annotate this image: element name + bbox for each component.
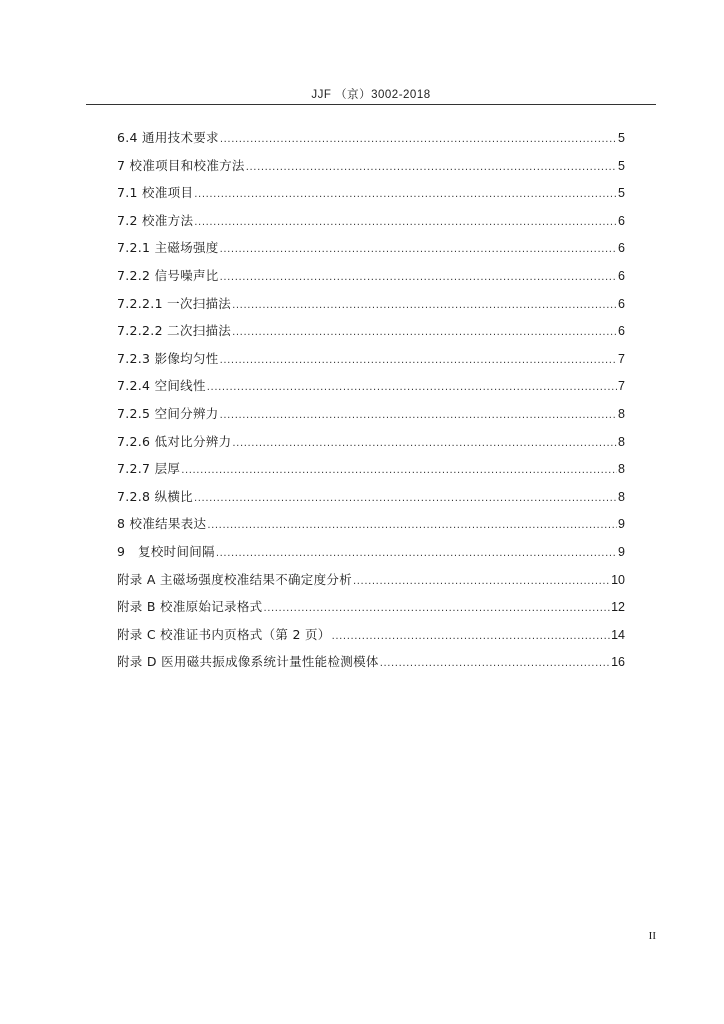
toc-entry-title: 附录 D 医用磁共振成像系统计量性能检测模体 <box>117 654 379 670</box>
toc-dot-leader <box>246 154 617 182</box>
toc-entry-title: 7.2.2.1 一次扫描法 <box>117 295 232 311</box>
toc-entry-title: 7.2.1 主磁场强度 <box>117 240 219 256</box>
toc-entry-title: 附录 C 校准证书内页格式（第 2 页） <box>117 626 331 642</box>
toc-entry-title: 7.1 校准项目 <box>117 185 194 201</box>
toc-dot-leader <box>380 650 610 678</box>
toc-entry[interactable] <box>117 262 625 290</box>
toc-dot-leader <box>263 595 610 623</box>
toc-entry-title: 7.2 校准方法 <box>117 212 194 228</box>
toc-dot-leader <box>207 374 617 402</box>
toc-entry[interactable] <box>117 538 625 566</box>
toc-dot-leader <box>232 430 617 458</box>
toc-entry-page: 6 <box>618 296 625 311</box>
toc-entry-title: 7.2.2.2 二次扫描法 <box>117 323 232 339</box>
toc-entry[interactable] <box>117 290 625 318</box>
toc-entry-page: 8 <box>618 406 625 421</box>
toc-entry-title: 7.2.8 纵横比 <box>117 488 193 504</box>
toc-dot-leader <box>332 623 611 651</box>
toc-entry-page: 12 <box>611 600 625 615</box>
toc-entry[interactable] <box>117 124 625 152</box>
toc-dot-leader <box>220 264 617 292</box>
toc-entry-page: 7 <box>618 351 625 366</box>
toc-entry[interactable] <box>117 566 625 594</box>
toc-entry-page: 5 <box>618 186 625 201</box>
toc-entry-page: 6 <box>618 268 625 283</box>
toc-entry-page: 8 <box>618 462 625 477</box>
toc-dot-leader <box>194 181 617 209</box>
toc-dot-leader <box>207 512 617 540</box>
toc-dot-leader <box>232 319 617 347</box>
toc-dot-leader <box>181 457 617 485</box>
toc-entry[interactable] <box>117 510 625 538</box>
toc-entry[interactable] <box>117 317 625 345</box>
toc-entry-page: 9 <box>618 544 625 559</box>
toc-dot-leader <box>220 347 617 375</box>
toc-entry-page: 9 <box>618 517 625 532</box>
toc-dot-leader <box>216 540 617 568</box>
toc-entry[interactable] <box>117 455 625 483</box>
toc-entry[interactable] <box>117 234 625 262</box>
toc-entry[interactable] <box>117 400 625 428</box>
toc-dot-leader <box>220 402 617 430</box>
toc-entry[interactable] <box>117 345 625 373</box>
header-rule <box>86 104 656 105</box>
toc-entry-title: 7.2.6 低对比分辨力 <box>117 433 232 449</box>
toc-dot-leader <box>220 236 617 264</box>
toc-entry-page: 5 <box>618 131 625 145</box>
toc-entry-page: 7 <box>618 379 625 394</box>
toc-entry-page: 6 <box>618 213 625 228</box>
toc-entry[interactable] <box>117 372 625 400</box>
toc-entry-page: 6 <box>618 324 625 339</box>
toc-entry-title: 7 校准项目和校准方法 <box>117 157 245 173</box>
running-header: JJF （京）3002-2018 <box>311 89 431 101</box>
toc-entry[interactable] <box>117 621 625 649</box>
toc-entry[interactable] <box>117 428 625 456</box>
toc-dot-leader <box>353 568 610 596</box>
toc-entry-page: 6 <box>618 241 625 256</box>
toc-entry-title: 7.2.3 影像均匀性 <box>117 350 219 366</box>
toc-entry-title: 7.2.4 空间线性 <box>117 378 206 394</box>
toc-dot-leader <box>194 209 617 237</box>
toc-dot-leader <box>220 126 617 154</box>
toc-entry-page: 10 <box>611 572 625 587</box>
toc-entry-page: 8 <box>618 434 625 449</box>
toc-entry-title: 7.2.5 空间分辨力 <box>117 405 219 421</box>
toc-dot-leader <box>232 292 617 320</box>
toc-entry[interactable] <box>117 483 625 511</box>
toc-entry[interactable] <box>117 648 625 676</box>
toc-dot-leader <box>194 485 617 513</box>
toc-entry-page: 16 <box>611 655 625 670</box>
toc-entry-title: 7.2.2 信号噪声比 <box>117 267 219 283</box>
toc-entry[interactable] <box>117 179 625 207</box>
toc-entry-title: 6.4 通用技术要求 <box>117 130 219 145</box>
table-of-contents <box>117 124 625 676</box>
toc-entry-title: 9 复校时间间隔 <box>117 543 215 559</box>
toc-entry-title: 附录 B 校准原始记录格式 <box>117 599 263 615</box>
toc-entry-page: 8 <box>618 489 625 504</box>
toc-entry-page: 14 <box>611 627 625 642</box>
toc-entry[interactable] <box>117 207 625 235</box>
toc-entry[interactable] <box>117 593 625 621</box>
toc-entry-title: 7.2.7 层厚 <box>117 461 181 477</box>
toc-entry[interactable] <box>117 152 625 180</box>
toc-entry-page: 5 <box>618 158 625 173</box>
toc-entry-title: 附录 A 主磁场强度校准结果不确定度分析 <box>117 571 352 587</box>
toc-entry-title: 8 校准结果表达 <box>117 516 207 532</box>
page-number: II <box>648 930 656 942</box>
